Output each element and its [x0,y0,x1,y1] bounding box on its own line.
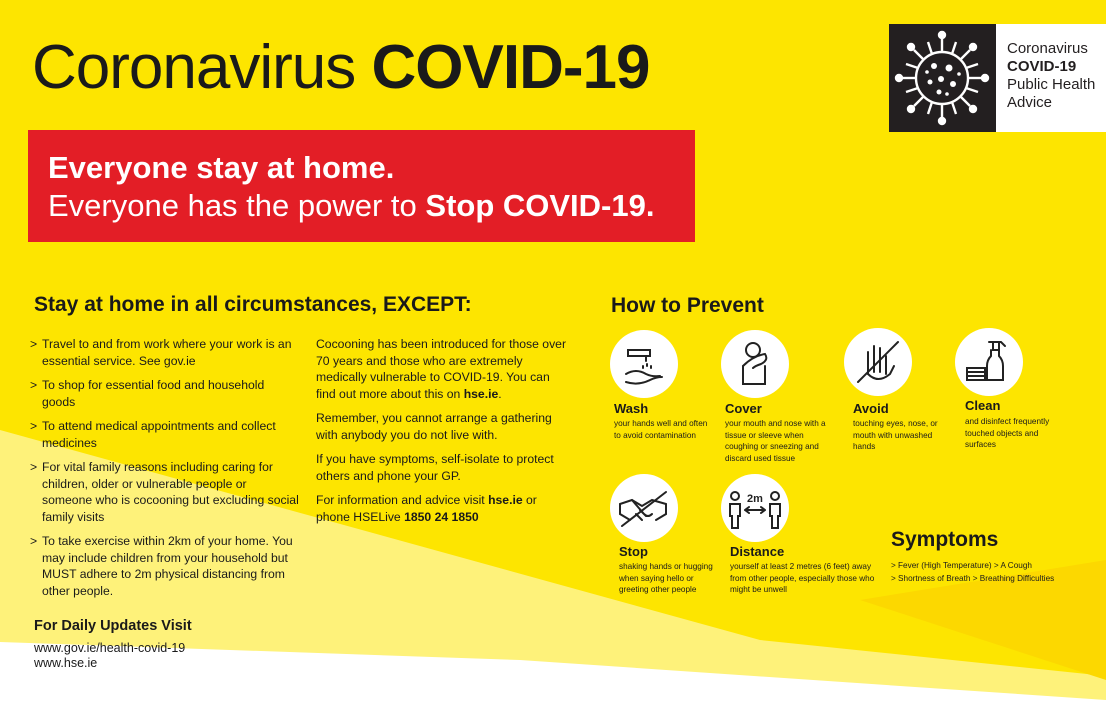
symptoms-line-1: > Fever (High Temperature) > A Cough [891,561,1032,570]
list-item: > Travel to and from work where your work is an essential service. See gov.ie [30,337,292,368]
logo-line-3: Public Health [1007,76,1096,93]
no-touch-face-icon [844,328,912,396]
chevron-right-icon: > [30,337,38,351]
logo-line-2: COVID-19 [1007,58,1077,75]
daily-updates-heading: For Daily Updates Visit [34,618,192,634]
prevent-heading: How to Prevent [611,294,764,317]
prevent-desc-stop: shaking hands or hugging when saying hello or greeting other people [619,562,713,594]
page-title [32,30,649,106]
exceptions-list [30,336,300,607]
symptoms-advice-paragraph: If you have symptoms, self-isolate to protect others and phone your GP. [316,452,554,483]
cleaning-spray-icon [955,328,1023,396]
hse-link[interactable]: hse.ie [488,493,523,507]
symptoms-heading: Symptoms [891,528,999,551]
prevent-desc-avoid: touching eyes, nose, or mouth with unwashed hands [853,419,938,451]
prevent-title-distance: Distance [730,544,785,559]
chevron-right-icon: > [30,534,38,548]
list-item: > To attend medical appointments and collect medicines [30,419,276,450]
prevent-desc-cover: your mouth and nose with a tissue or sleeve when coughing or sneezing and discard used tissue [725,419,826,463]
prevent-title-avoid: Avoid [853,401,889,416]
prevent-desc-clean: and disinfect frequently touched objects and surfaces [965,417,1050,449]
prevent-icon-clean [955,328,1023,396]
hse-link[interactable]: hse.ie [463,386,499,401]
prevent-desc-wash: your hands well and often to avoid contamination [614,419,708,440]
cocooning-paragraph: Cocooning has been introduced for those over 70 years and those who are extremely medically vulnerable to COVID-19. You can find out more about this on hse.ie. [316,337,567,401]
logo-line-4: Advice [1007,94,1053,111]
prevent-icon-distance [721,474,789,542]
prevent-title-stop: Stop [619,544,648,559]
banner-line-2 [48,188,654,224]
prevent-desc-distance: yourself at least 2 metres (6 feet) away from other people, especially those who might be unwell [730,562,875,594]
title-light: Coronavirus [32,33,356,102]
prevent-icon-wash [610,330,678,398]
distance-2m-icon [721,474,789,542]
chevron-right-icon: > [30,460,38,474]
logo-line-1: Coronavirus [1007,40,1088,57]
chevron-right-icon: > [30,378,38,392]
prevent-title-wash: Wash [614,401,649,416]
chevron-right-icon: > [30,419,38,433]
info-column [316,336,566,533]
no-handshake-icon [610,474,678,542]
gov-url-link[interactable]: www.gov.ie/health-covid-19 [34,641,186,655]
list-item: > For vital family reasons including caring for children, older or vulnerable people or someone who is cocooning but excluding social family visits [30,460,299,524]
hselive-phone: 1850 24 1850 [404,509,479,524]
logo-icon-panel [889,24,996,132]
contact-paragraph: For information and advice visit hse.ie or phone HSELive 1850 24 1850 [316,493,537,524]
stay-home-banner [28,130,695,242]
hse-logo [889,24,1106,132]
hand-washing-icon [610,330,678,398]
prevent-icon-avoid [844,328,912,396]
list-item: > To shop for essential food and household goods [30,378,265,409]
exceptions-heading: Stay at home in all circumstances, EXCEPT: [34,293,472,316]
distance-badge: 2m [747,493,763,505]
list-item: > To take exercise within 2km of your home. You may include children from your household but MUST adhere to 2m physical distancing from other people. [30,534,293,598]
logo-text [1007,40,1095,112]
prevent-title-clean: Clean [965,398,1001,413]
symptoms-line-2: > Shortness of Breath > Breathing Difficulties [891,574,1055,583]
banner-line-2-bold: Stop COVID-19. [425,188,655,223]
gathering-paragraph: Remember, you cannot arrange a gathering with anybody you do not live with. [316,411,552,442]
prevent-title-cover: Cover [725,401,762,416]
prevent-icon-stop [610,474,678,542]
title-bold: COVID-19 [371,33,650,102]
banner-line-1: Everyone stay at home. [48,150,395,185]
banner-line-2-prefix: Everyone has the power to [48,188,426,223]
virus-icon [889,24,996,132]
cough-into-elbow-icon [721,330,789,398]
prevent-icon-cover [721,330,789,398]
hse-url-link[interactable]: www.hse.ie [34,656,98,670]
